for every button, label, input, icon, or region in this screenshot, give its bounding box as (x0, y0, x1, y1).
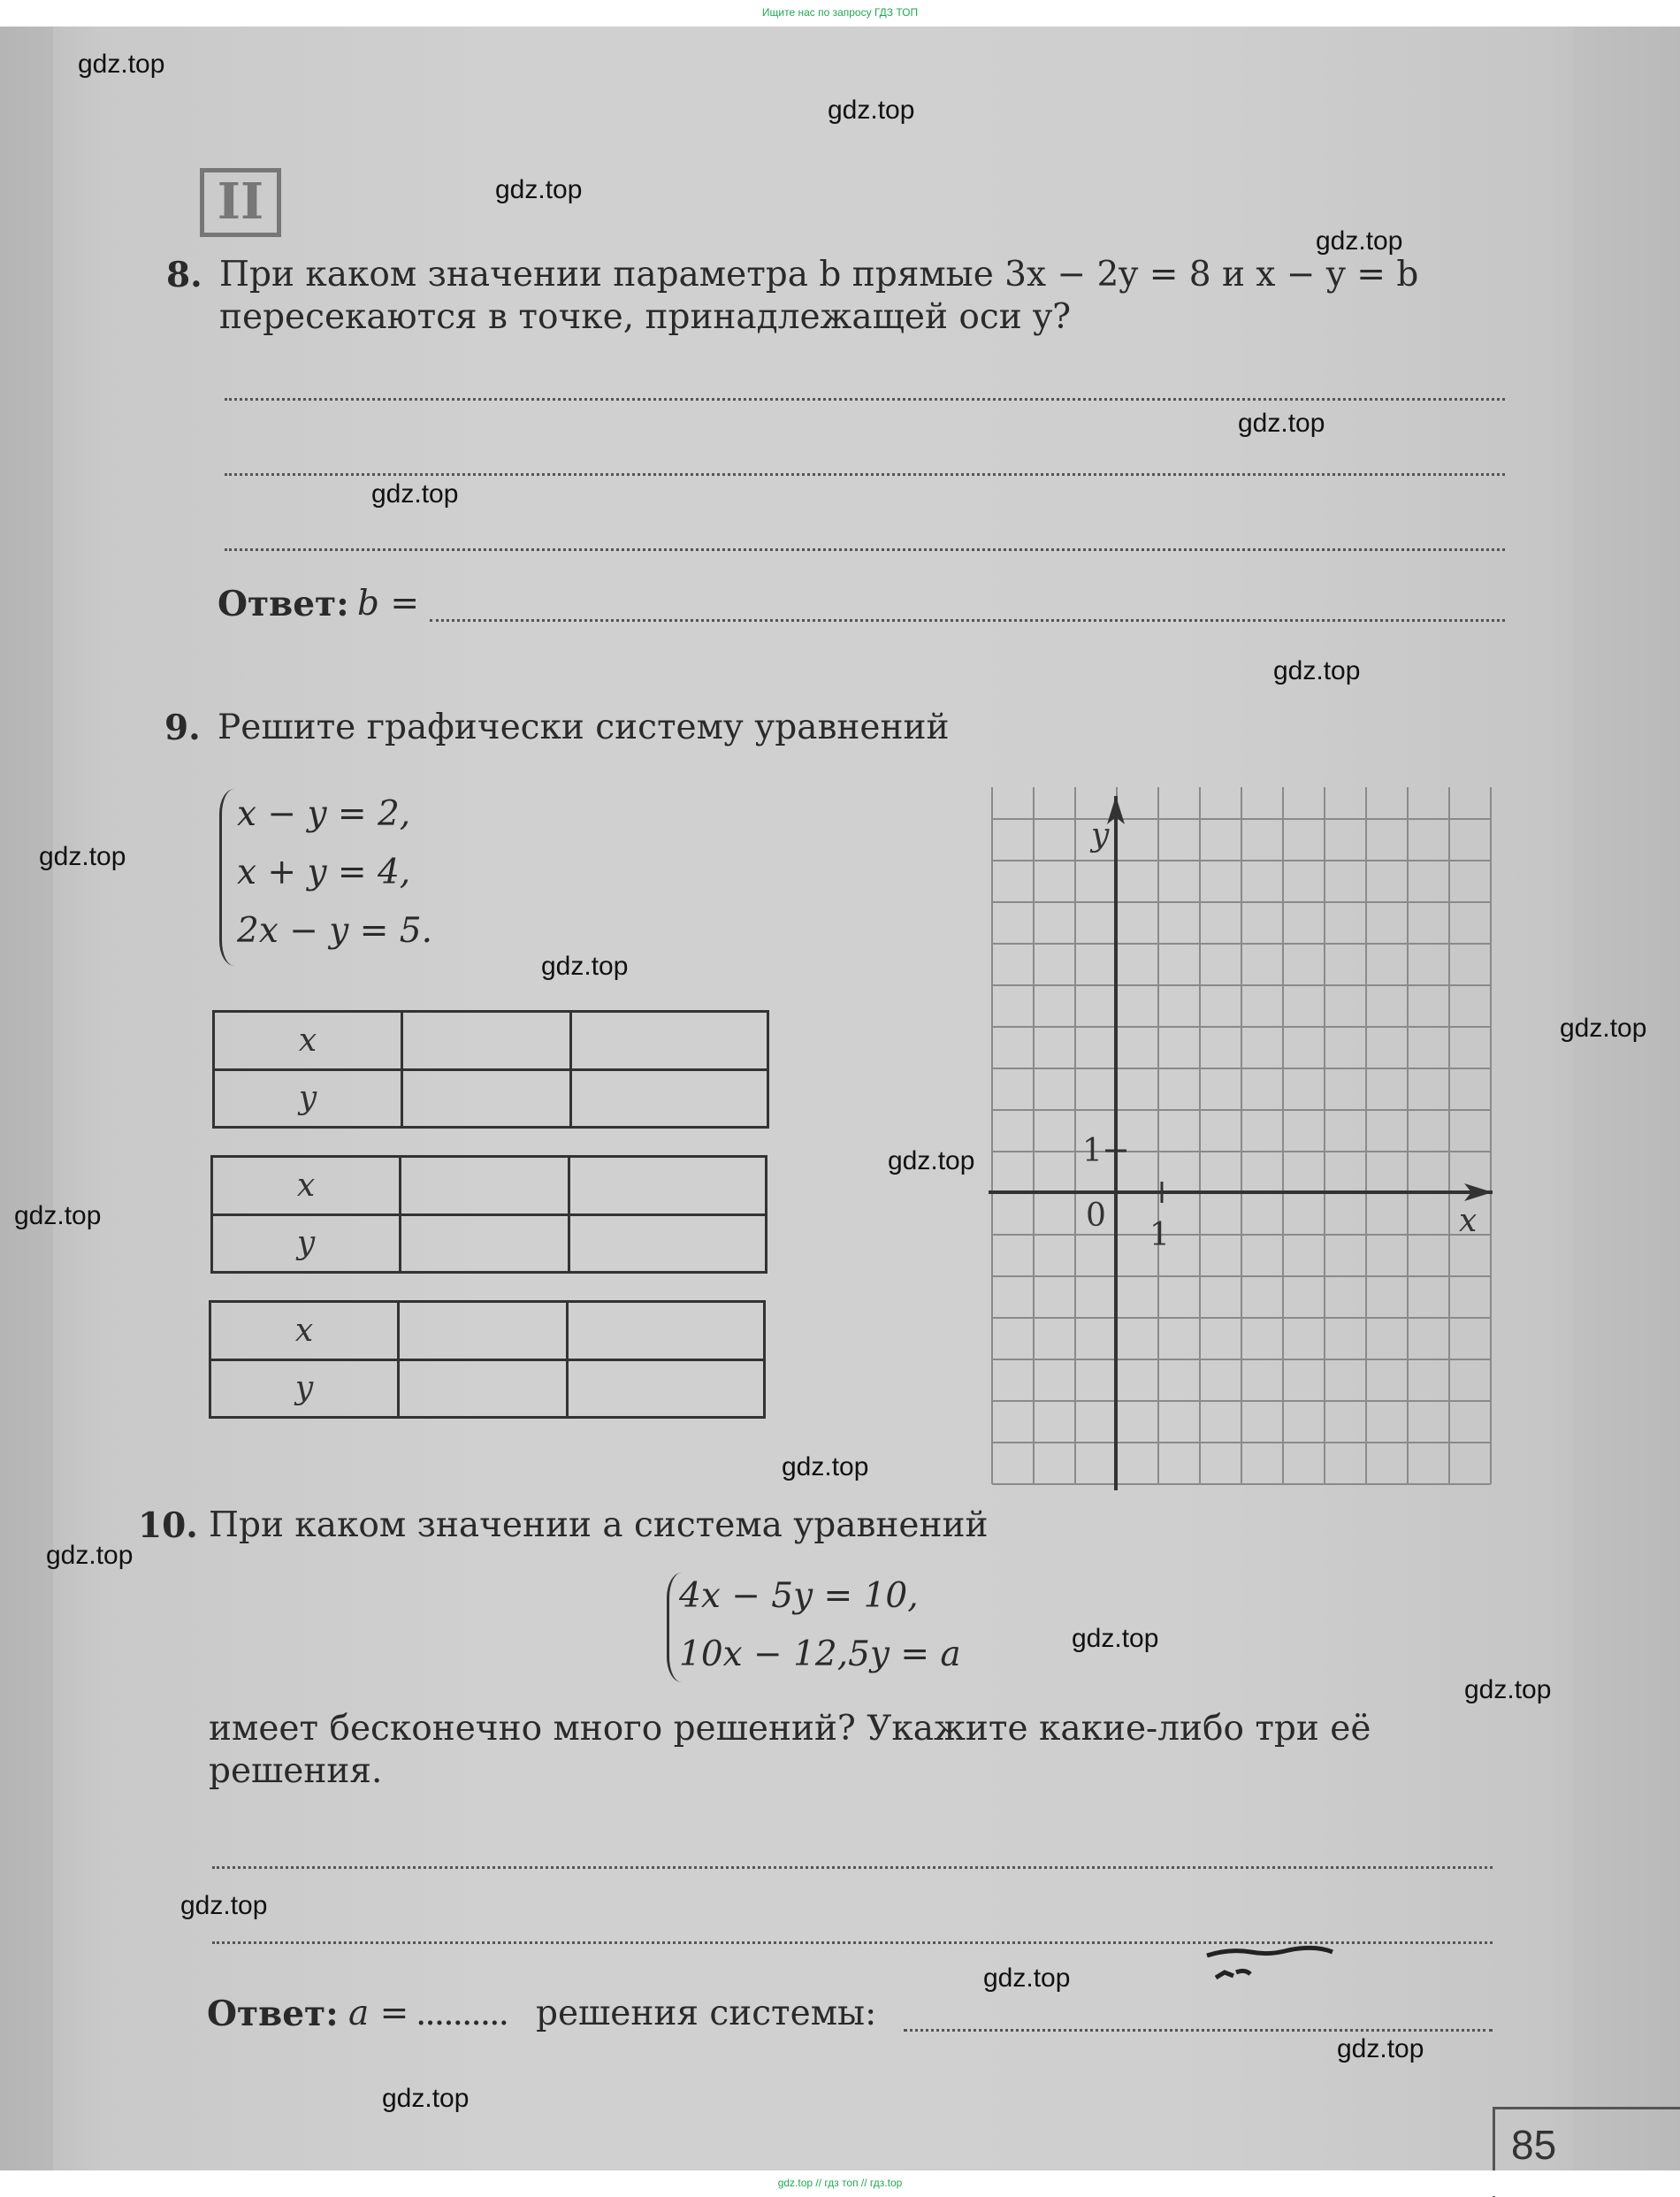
table-cell[interactable] (399, 1302, 568, 1360)
value-table (212, 1010, 769, 1129)
task8-line2: пересекаются в точке, принадлежащей оси y? (219, 297, 1072, 337)
task10-line3: имеет бесконечно много решений? Укажите какие-либо три её (209, 1709, 1371, 1749)
system-brace (219, 789, 234, 966)
task8-line1: При каком значении параметра b прямые 3x − 2y = 8 и x − y = b (219, 255, 1419, 295)
task10-answer-tail: решения системы: (536, 1994, 877, 2033)
task10-answer-var: a = (348, 1994, 409, 2033)
answer-field-a[interactable]: .......... (416, 1994, 508, 2033)
watermark: gdz.top (541, 952, 629, 981)
task8-number: 8. (166, 255, 202, 295)
table-cell[interactable] (402, 1069, 571, 1128)
watermark: gdz.top (1316, 226, 1403, 256)
bottom-banner-text: gdz.top // гдз топ // гдз.top (777, 2177, 903, 2189)
watermark: gdz.top (888, 1146, 975, 1175)
equation: x − y = 2, (237, 794, 411, 834)
table-cell[interactable] (568, 1302, 765, 1360)
watermark: gdz.top (983, 1964, 1071, 1993)
table-cell[interactable] (401, 1214, 569, 1273)
equation: x + y = 4, (237, 853, 411, 892)
table-header-y: y (212, 1214, 401, 1273)
watermark: gdz.top (14, 1201, 102, 1230)
watermark: gdz.top (78, 50, 165, 79)
table-header-x: x (214, 1012, 402, 1070)
table-header-y: y (210, 1359, 399, 1418)
y-unit-label: 1 (1082, 1133, 1103, 1169)
watermark: gdz.top (1464, 1675, 1552, 1704)
table-cell[interactable] (399, 1359, 568, 1418)
table-cell[interactable] (568, 1359, 765, 1418)
table-cell[interactable] (571, 1012, 768, 1070)
watermark: gdz.top (1560, 1014, 1647, 1043)
answer-field-solutions[interactable] (904, 2029, 1493, 2032)
equation: 4x − 5y = 10, (679, 1576, 919, 1616)
answer-line (225, 548, 1505, 551)
x-unit-label: 1 (1149, 1217, 1170, 1253)
pen-mark (1207, 1948, 1333, 1956)
workbook-page (0, 27, 1680, 2170)
watermark: gdz.top (1273, 656, 1361, 685)
task8-answer-label: Ответ: (218, 584, 349, 624)
section-label: II (200, 168, 281, 237)
table-header-x: x (212, 1157, 401, 1215)
task8-answer-var: b = (357, 584, 420, 624)
equation: 10x − 12,5y = a (679, 1634, 961, 1674)
answer-line (225, 473, 1505, 476)
top-banner (0, 0, 1680, 27)
task10-number: 10. (138, 1505, 198, 1546)
task10-answer-label: Ответ: (207, 1994, 339, 2034)
origin-label: 0 (1086, 1198, 1106, 1234)
task10-text: При каком значении a система уравнений (209, 1505, 989, 1545)
watermark: gdz.top (1337, 2034, 1424, 2063)
watermark: gdz.top (371, 479, 459, 509)
table-cell[interactable] (569, 1157, 767, 1215)
watermark: gdz.top (828, 96, 915, 125)
page-number: 85 (1493, 2107, 1680, 2197)
equation: 2x − y = 5. (237, 911, 432, 951)
task9-text: Решите графически систему уравнений (218, 708, 950, 747)
x-axis-label: x (1459, 1203, 1478, 1239)
answer-line (212, 1866, 1493, 1869)
top-banner-text: Ищите нас по запросу ГДЗ ТОП (761, 6, 919, 19)
answer-field[interactable] (430, 619, 1505, 622)
y-axis-label: y (1091, 817, 1110, 854)
table-header-y: y (214, 1069, 402, 1128)
table-cell[interactable] (571, 1069, 768, 1128)
table-cell[interactable] (401, 1157, 569, 1215)
bottom-banner (0, 2170, 1680, 2196)
table-cell[interactable] (569, 1214, 767, 1273)
task9-number: 9. (164, 708, 201, 748)
table-header-x: x (210, 1302, 399, 1360)
answer-line (212, 1941, 1493, 1944)
value-table (210, 1155, 767, 1274)
watermark: gdz.top (180, 1891, 268, 1920)
watermark: gdz.top (1072, 1624, 1159, 1653)
watermark: gdz.top (495, 175, 583, 204)
watermark: gdz.top (1238, 409, 1325, 438)
watermark: gdz.top (46, 1541, 134, 1570)
value-table (209, 1300, 766, 1419)
coordinate-grid[interactable] (989, 787, 1519, 1495)
watermark: gdz.top (382, 2084, 470, 2113)
watermark: gdz.top (782, 1452, 869, 1481)
table-cell[interactable] (402, 1012, 571, 1070)
watermark: gdz.top (39, 842, 126, 871)
task10-line4: решения. (209, 1751, 383, 1791)
answer-line (225, 398, 1505, 401)
